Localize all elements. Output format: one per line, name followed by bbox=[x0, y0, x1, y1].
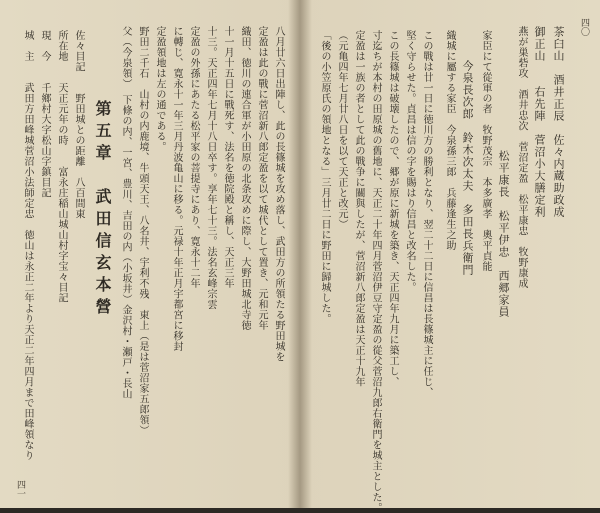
text-column: 茶臼山 酒井正辰 佐々内蔵助政成 bbox=[552, 26, 565, 218]
text-column: 家臣にて從軍の者 牧野茂宗 本多廣孝 奧平貞能 bbox=[480, 30, 491, 272]
text-column: 堅く守らせた。貞昌は信の字を賜はり信昌と改名した。 bbox=[404, 30, 415, 293]
text-column: 十三。天正四年七月十八日卒す。享年七十三。法名玄峰宗雲 bbox=[205, 26, 216, 310]
text-column: 「後の小笠原氏の領地となる」三月廿二日に野田に歸城した。 bbox=[319, 30, 330, 324]
text-column: 八月廿六日出陣し、此の長篠城を攻め落し、武田方の所領たる野田城を bbox=[273, 26, 284, 362]
text-column: 寸迄ちが本村の田原城の舊地に、天正二十年四月菅沼伊豆守定盈の從父菅沼九郎右衛門を城主とした。 bbox=[370, 30, 381, 513]
text-column: （元亀四年七月廿八日を以て天正と改元） bbox=[336, 30, 347, 230]
text-column: 御正山 右先陣 菅沼小大膳定利 bbox=[533, 26, 546, 218]
text-column: 松平康長 松平伊忠 西郷家員 bbox=[497, 150, 510, 318]
text-column: 定盈の外孫にあたる松平家の菩提寺にあり、寛永十二年 bbox=[188, 26, 199, 289]
text-column: 今泉長次郎 鈴木次太夫 多田長兵衛門 bbox=[461, 60, 474, 276]
page-number-left-page: 四一 bbox=[15, 480, 25, 498]
text-column: 父（今泉領） 下條の内、一宮、豊川、吉田の内（小坂井）金沢村・瀬戸・長山 bbox=[120, 26, 131, 399]
text-column: この長篠城は破壊したので、郷が原に新城を築き、天正四年九月に築工し、 bbox=[387, 30, 398, 387]
text-column: 佐々目記 野田城との距離 八百間東 bbox=[73, 30, 84, 219]
text-column: この戰は廿一日に徳川方の勝利となり、翌二十二日に信昌は長篠城主に任じ、 bbox=[421, 30, 432, 398]
text-column: 定盈は此の戰に菅沼新八郎定盈を以て城代として置き、元和元年 bbox=[256, 26, 267, 331]
text-column: 織城に屬する家臣 今泉孫三郎 兵藤逢生之助 bbox=[444, 30, 455, 251]
text-column: 定盈領地は左の通である。 bbox=[154, 26, 165, 152]
chapter-heading: 第五章 武田信玄本營 bbox=[93, 100, 112, 320]
text-column: 野田二千石 山村の内鹿境、牛頭天王、八名井、宇利不残 東上（是は菅沼家五郎領） bbox=[137, 26, 148, 436]
text-column: 燕が巣砦攻 酒井忠次 菅沼定盈 松平康忠 牧野康成 bbox=[516, 26, 527, 289]
text-column: 所在地 天正元年の時 富永庄稲山城山村字宝々目記 bbox=[56, 30, 67, 303]
page-number-right-page: 四〇 bbox=[579, 18, 589, 36]
text-column: 織田、徳川の連合軍が小田原の北条攻めに際し、大野田城北寺徳 bbox=[239, 26, 250, 331]
book-gutter bbox=[288, 0, 312, 508]
text-column: に轉じ、寛永十一年三月丹波亀山に移る。元禄十年正月宇都宮に移封 bbox=[171, 26, 182, 352]
text-column: 定盈は一族の者として此の戰争に關與したが、菅沼新八郎定盈は天正十九年 bbox=[353, 30, 364, 387]
text-column: 十一月十五日に戰死す、法名を徳院殿と稱し、天正三年 bbox=[222, 26, 233, 289]
text-column: 現 今 千鄉村大字松山字鎮目記 bbox=[39, 30, 50, 198]
text-column: 城 主 武田方田峰城菅沼小法師定忠 徳山は永正二年より天正二年四月まで田峰領なり bbox=[22, 30, 33, 461]
